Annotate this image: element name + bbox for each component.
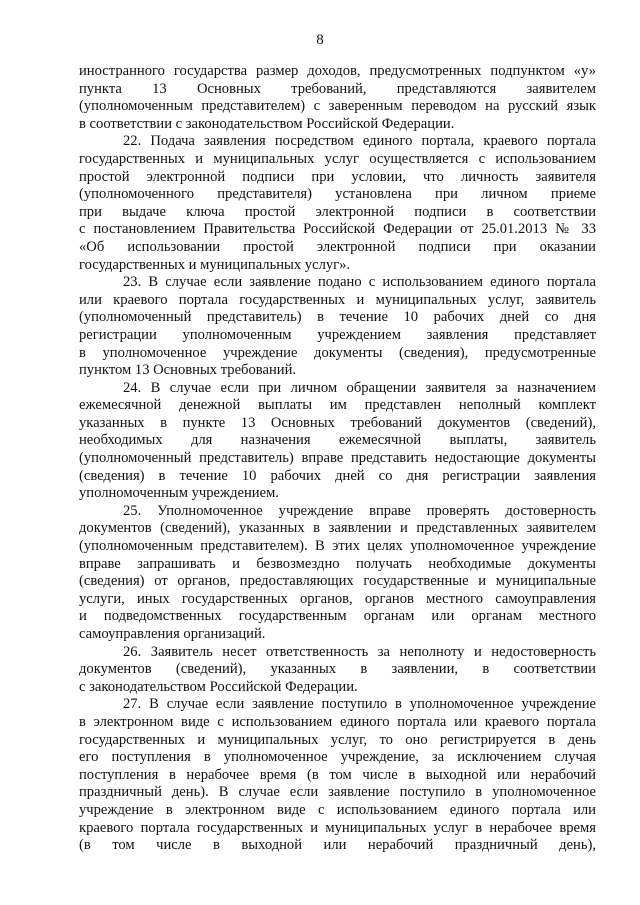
text-line: и подведомственных государственным органам или органам местного [79, 608, 596, 625]
text-line: в уполномоченное учреждение документы (сведения), предусмотренные [79, 344, 596, 361]
text-line: документов (сведений), указанных в заявлении, в соответствии [79, 661, 596, 678]
text-line: поступления в нерабочее время (в том числе в выходной или нерабочий [79, 766, 596, 783]
text-line: регистрации уполномоченным учреждением заявления представляет [79, 326, 596, 343]
text-line: (в том числе в выходной или нерабочий праздничный день), [79, 837, 596, 854]
text-line: 22. Подача заявления посредством единого портала, краевого портала [123, 133, 596, 150]
text-line: государственных и муниципальных услуг осуществляется с использованием [79, 150, 596, 167]
text-line: самоуправления организаций. [79, 626, 266, 642]
text-line: пунктом 13 Основных требований. [79, 362, 297, 379]
text-line: в соответствии с законодательством Российской Федерации. [79, 115, 455, 132]
text-line: 27. В случае если заявление поступило в уполномоченное учреждение [123, 696, 596, 713]
text-line: услуги, иных государственных органов, органов местного самоуправления [79, 590, 596, 607]
text-line: учреждение в электронном виде с использованием единого портала или [79, 801, 596, 818]
document-body [79, 63, 596, 855]
text-line: (уполномоченным представителем). В этих целях уполномоченное учреждение [79, 538, 596, 555]
text-line: (уполномоченный представитель) вправе представить недостающие документы [79, 450, 596, 467]
text-line: при выдаче ключа простой электронной подписи в соответствии [79, 203, 596, 220]
text-line: его поступления в уполномоченное учреждение, за исключением случая [79, 749, 596, 766]
text-line: ежемесячной денежной выплаты им представлен неполный комплект [79, 397, 596, 414]
text-line: 23. В случае если заявление подано с использованием единого портала [123, 274, 596, 291]
text-line: 24. В случае если при личном обращении заявителя за назначением [123, 379, 596, 396]
text-line: уполномоченным учреждением. [79, 485, 279, 502]
text-line: иностранного государства размер доходов, предусмотренных подпунктом «у» [79, 63, 596, 79]
text-line: пункта 13 Основных требований, представляются заявителем [79, 80, 596, 97]
text-line: (уполномоченным представителем) с заверенным переводом на русский язык [79, 98, 596, 115]
text-line: простой электронной подписи при условии, что личность заявителя [79, 168, 596, 185]
text-line: с постановлением Правительства Российской Федерации от 25.01.2013 № 33 [79, 221, 596, 238]
text-line: (уполномоченный представитель) в течение 10 рабочих дней со дня [79, 309, 596, 326]
text-line: государственных и муниципальных услуг». [79, 256, 351, 273]
text-line: 26. Заявитель несет ответственность за неполноту и недостоверность [123, 643, 596, 660]
text-line: с законодательством Российской Федерации. [79, 678, 358, 695]
text-line: необходимых для назначения ежемесячной выплаты, заявитель [79, 432, 596, 449]
text-line: указанных в пункте 13 Основных требований документов (сведений), [79, 414, 596, 431]
text-line: краевого портала государственных и муниципальных услуг в нерабочее время [79, 819, 596, 836]
page-number: 8 [316, 32, 324, 48]
text-line: 25. Уполномоченное учреждение вправе проверять достоверность [123, 502, 596, 519]
text-line: (сведения) в течение 10 рабочих дней со дня регистрации заявления [79, 467, 596, 484]
text-line: праздничный день). В случае если заявление поступило в уполномоченное [79, 784, 596, 801]
text-line: (сведения) от органов, предоставляющих государственные и муниципальные [79, 573, 596, 590]
text-line: в электронном виде с использованием единого портала или краевого портала [79, 713, 596, 730]
text-line: или краевого портала государственных и муниципальных услуг, заявитель [79, 291, 596, 308]
text-line: «Об использовании простой электронной подписи при оказании [79, 238, 596, 255]
text-line: вправе запрашивать и безвозмездно получать необходимые документы [79, 555, 596, 572]
text-line: документов (сведений), указанных в заявлении и представленных заявителем [79, 520, 596, 537]
text-line: государственных и муниципальных услуг, то оно регистрируется в день [79, 731, 596, 748]
text-line: (уполномоченного представителя) установлена при личном приеме [79, 186, 596, 203]
